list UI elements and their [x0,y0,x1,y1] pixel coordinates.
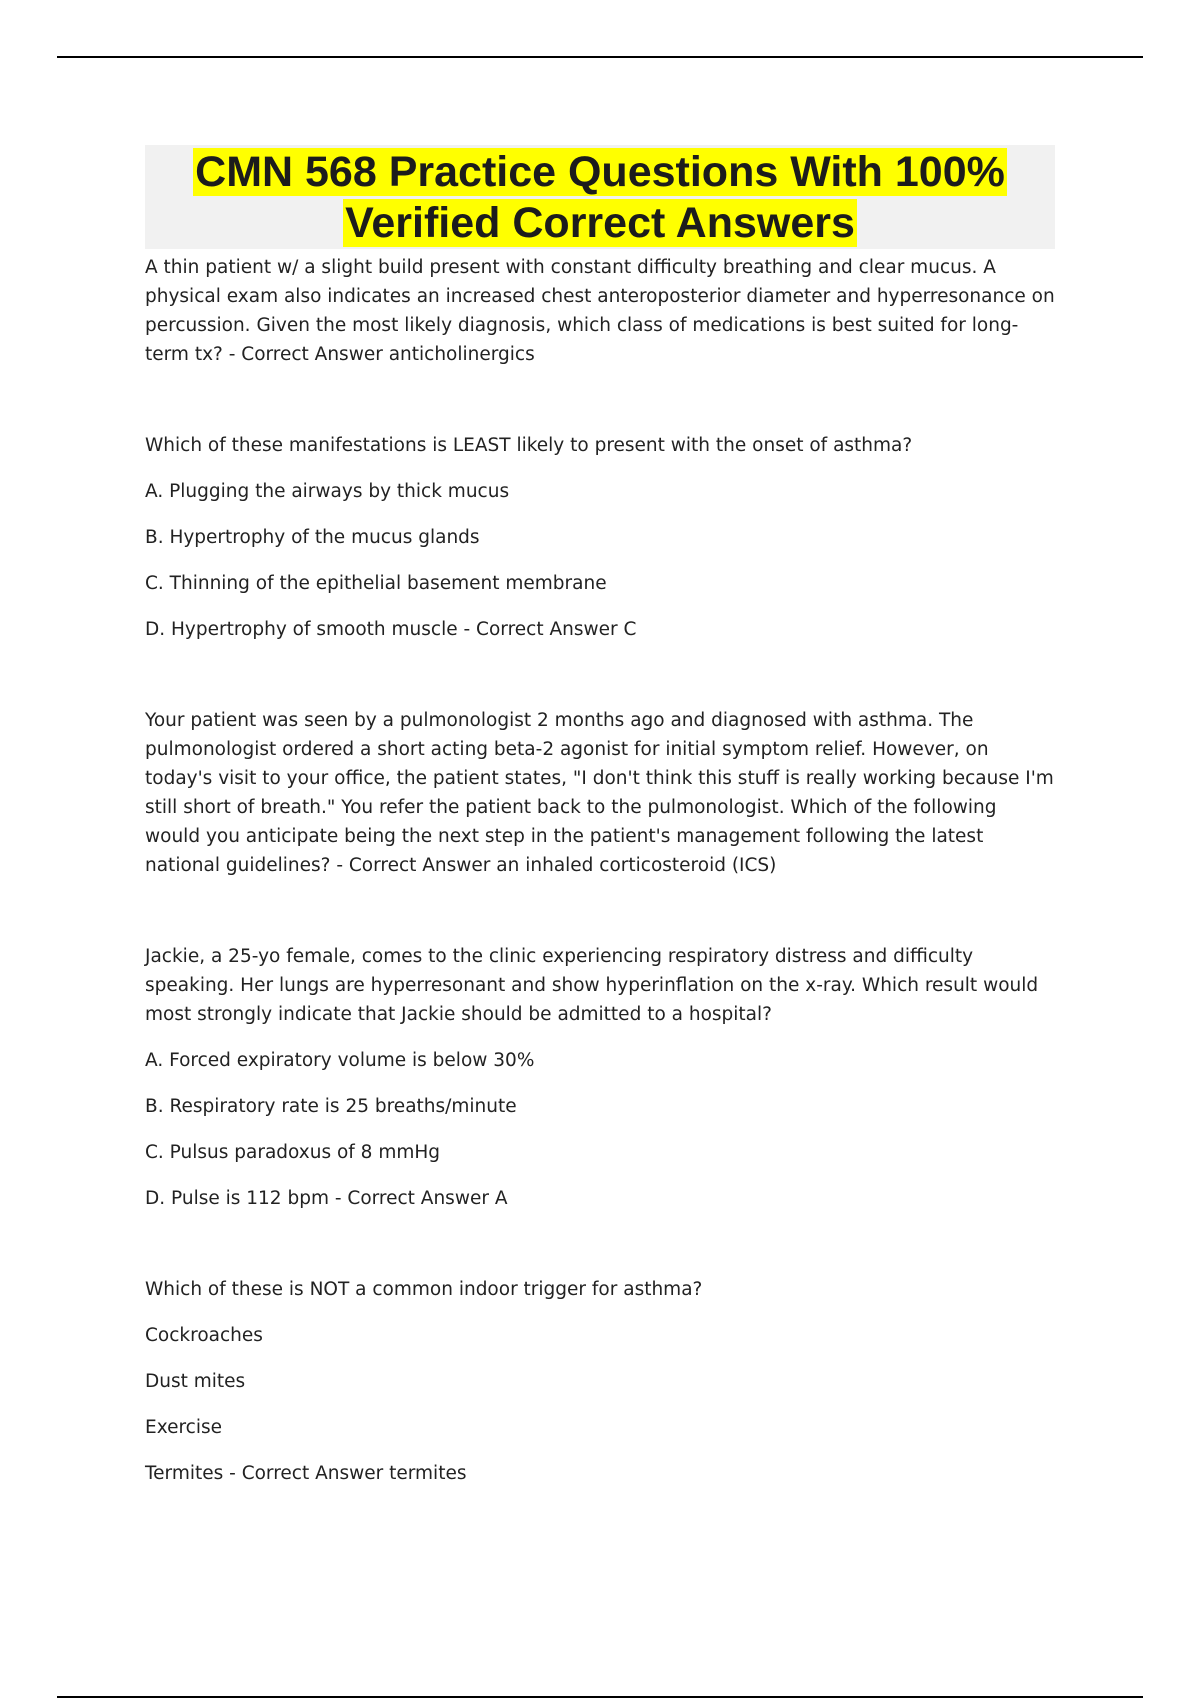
answer-option: D. Pulse is 112 bpm - Correct Answer A [145,1188,508,1209]
answer-option: C. Pulsus paradoxus of 8 mmHg [145,1142,441,1163]
footer-rule [57,1696,1143,1698]
question-text: Which of these manifestations is LEAST likely to present with the onset of asthma? [145,435,913,456]
title-line-2: Verified Correct Answers [345,199,855,247]
answer-option: Cockroaches [145,1325,263,1346]
answer-option: A. Plugging the airways by thick mucus [145,481,510,502]
question-3 [145,706,1055,880]
question-2 [145,431,1055,644]
question-5 [145,1275,1055,1488]
answer-option: A. Forced expiratory volume is below 30% [145,1050,535,1071]
answer-option: Termites - Correct Answer termites [145,1463,467,1484]
document-body [145,145,1055,1488]
question-1 [145,253,1055,369]
answer-option: B. Hypertrophy of the mucus glands [145,527,480,548]
question-text: A thin patient w/ a slight build present with constant difficulty breathing and clear mucus. A physical exam also indicates an increased chest anteroposterior diameter and hyperresonance on percussion. Given the most likely diagnosis, which class of medications is best suited for long-term tx? - Correct Answer anticholinergics [145,257,1055,365]
answer-option: D. Hypertrophy of smooth muscle - Correct Answer C [145,619,637,640]
answer-option: B. Respiratory rate is 25 breaths/minute [145,1096,517,1117]
answer-option: Dust mites [145,1371,246,1392]
question-text: Jackie, a 25-yo female, comes to the clinic experiencing respiratory distress and difficulty speaking. Her lungs are hyperresonant and show hyperinflation on the x-ray. Which result would most strongly indicate that Jackie should be admitted to a hospital? [145,946,1039,1025]
question-4 [145,942,1055,1213]
document-title [145,145,1055,249]
answer-option: Exercise [145,1417,222,1438]
answer-options [145,1046,1055,1213]
title-line-1: CMN 568 Practice Questions With 100% [195,148,1005,196]
answer-option: C. Thinning of the epithelial basement membrane [145,573,607,594]
question-text: Your patient was seen by a pulmonologist 2 months ago and diagnosed with asthma. The pulmonologist ordered a short acting beta-2 agonist for initial symptom relief. However, on today's visit to your office, the patient states, "I don't think this stuff is really working because I'm still short of breath." You refer the patient back to the pulmonologist. Which of the following would you anticipate being the next step in the patient's management following the latest national guidelines? - Correct Answer an inhaled corticosteroid (ICS) [145,710,1054,876]
answer-options [145,477,1055,644]
answer-options [145,1321,1055,1488]
header-rule [57,56,1143,58]
question-text: Which of these is NOT a common indoor trigger for asthma? [145,1279,703,1300]
